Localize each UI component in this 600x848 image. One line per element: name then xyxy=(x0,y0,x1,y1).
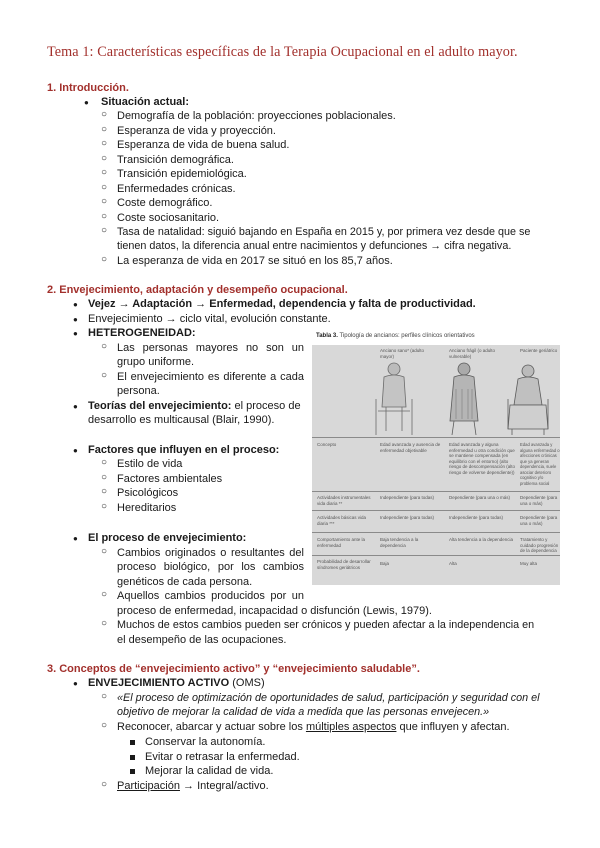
row-label: Actividades básicas vida diaria *** xyxy=(317,515,367,526)
table-cell: Independiente (para todas) xyxy=(449,515,504,520)
bullet-circle-icon: ○ xyxy=(101,182,108,193)
table-cell: Dependiente (para una o más) xyxy=(449,495,511,500)
proceso-3b: el desempeño de las ocupaciones. xyxy=(117,634,287,646)
figure-caption-label: Tabla 3. xyxy=(316,333,338,339)
hetero-2b: persona. xyxy=(117,385,160,397)
list-item: Esperanza de vida de buena salud. xyxy=(117,139,290,151)
table-cell: Tratamiento y cuidado progresión de la dependencia xyxy=(520,537,559,553)
table-cell: Alta tendencia a la dependencia xyxy=(449,537,514,542)
proceso-label: El proceso de envejecimiento: xyxy=(88,532,247,544)
heterogeneidad-label: HETEROGENEIDAD: xyxy=(88,327,196,339)
row-label: Comportamiento ante la enfermedad xyxy=(317,537,366,548)
geriatric-patient-figure xyxy=(508,365,548,435)
esperanza-2017: La esperanza de vida en 2017 se situó en los 85,7 años. xyxy=(117,255,393,267)
table-cell: Dependiente (para una o más) xyxy=(520,515,558,526)
table-divider xyxy=(312,491,560,492)
frail-elder-figure xyxy=(450,363,478,435)
list-item: Enfermedades crónicas. xyxy=(117,183,236,195)
participacion-label: Participación xyxy=(117,780,180,792)
proceso-2a: Aquellos cambios producidos por un xyxy=(117,590,304,602)
bullet-dot-icon: ● xyxy=(73,315,78,324)
multiples-aspectos: múltiples aspectos xyxy=(305,721,397,733)
reconocer-text-1: Reconocer, abarcar y actuar sobre los xyxy=(117,721,306,733)
bullet-circle-icon: ○ xyxy=(101,196,108,207)
list-item: Coste demográfico. xyxy=(117,197,213,209)
section-1-heading: 1. Introducción. xyxy=(47,82,129,94)
list-item: Factores ambientales xyxy=(117,473,223,485)
proceso-2b: proceso de enfermedad, incapacidad o disfunción (Lewis, 1979). xyxy=(117,605,432,617)
row-label: Actividades instrumentales vida diaria ** xyxy=(317,495,371,506)
list-item: Esperanza de vida y proyección. xyxy=(117,125,276,137)
table-cell: Baja xyxy=(380,561,390,566)
figure-caption-text: Tipología de ancianos: perfiles clínicos orientativos xyxy=(339,333,475,339)
bullet-circle-icon: ○ xyxy=(101,720,108,731)
col-header: Anciano frágil (o adulto vulnerable) xyxy=(449,348,496,359)
hetero-2a: El envejecimiento es diferente a cada xyxy=(117,371,304,383)
bullet-circle-icon: ○ xyxy=(101,486,108,497)
bullet-circle-icon: ○ xyxy=(101,457,108,468)
bullet-dot-icon: ● xyxy=(84,98,89,107)
list-item: Hereditarios xyxy=(117,502,177,514)
bullet-square-icon xyxy=(130,740,135,745)
bullet-dot-icon: ● xyxy=(73,446,78,455)
table-cell: Edad avanzada y alguna enfermedad u otra condición que se mantiene compensada (en equilibrio con el entorno) (alto riesgo de descompensación (alto riesgo de volverse dependiente)) xyxy=(449,442,516,475)
bullet-circle-icon: ○ xyxy=(101,254,108,265)
list-item: Conservar la autonomía. xyxy=(145,736,266,748)
quote-line-2: objetivo de mejorar la calidad de vida a medida que las personas envejecen.» xyxy=(117,706,490,718)
list-item: Transición epidemiológica. xyxy=(117,168,247,180)
list-item: Evitar o retrasar la enfermedad. xyxy=(145,751,300,763)
healthy-elder-figure xyxy=(376,363,412,435)
proceso-1a: Cambios originados o resultantes del xyxy=(117,547,304,559)
figure-caption xyxy=(316,333,475,339)
bullet-square-icon xyxy=(130,769,135,774)
bullet-dot-icon: ● xyxy=(73,679,78,688)
list-item: Transición demográfica. xyxy=(117,154,234,166)
bullet-circle-icon: ○ xyxy=(101,691,108,702)
list-item: Demografía de la población: proyecciones poblacionales. xyxy=(117,110,396,122)
hetero-1b: grupo uniforme. xyxy=(117,356,195,368)
reconocer-line xyxy=(117,720,510,735)
teorias-rest: el proceso de xyxy=(231,400,301,412)
elderly-figures-illustration xyxy=(372,359,558,437)
bullet-circle-icon: ○ xyxy=(101,779,108,790)
table-cell: Alta xyxy=(449,561,457,566)
col-header: Paciente geriátrico xyxy=(520,348,558,353)
bullet-circle-icon: ○ xyxy=(101,618,108,629)
table-cell: Edad avanzada y alguna enfermedad o afecciones crónicas que ya generan dependencia, suele asociar deterioro cognitivo y/o problema social xyxy=(520,442,560,486)
reconocer-text-2: que influyen y afectan. xyxy=(396,721,510,733)
table-cell: Edad avanzada y ausencia de enfermedad objetivable xyxy=(380,442,441,453)
natalidad-line-2: tienen datos, la diferencia anual entre nacimientos y defunciones → cifra negativa. xyxy=(117,240,512,252)
section-3-heading: 3. Conceptos de “envejecimiento activo” y “envejecimiento saludable”. xyxy=(47,663,420,675)
bullet-dot-icon: ● xyxy=(73,329,78,338)
bullet-circle-icon: ○ xyxy=(101,589,108,600)
teorias-line-2: desarrollo es multicausal (Blair, 1990). xyxy=(88,414,275,426)
list-item: Psicológicos xyxy=(117,487,179,499)
table-cell: Baja tendencia a la dependencia xyxy=(380,537,419,548)
envejecimiento-line: Envejecimiento → ciclo vital, evolución constante. xyxy=(88,313,331,325)
list-item: Mejorar la calidad de vida. xyxy=(145,765,274,777)
section-2-heading: 2. Envejecimiento, adaptación y desempeño ocupacional. xyxy=(47,284,348,296)
oms-label: (OMS) xyxy=(229,677,265,689)
hetero-1a: Las personas mayores no son un xyxy=(117,342,304,354)
table-divider xyxy=(312,555,560,556)
list-item: Coste sociosanitario. xyxy=(117,212,220,224)
participacion-rest: → Integral/activo. xyxy=(179,780,269,792)
table-divider xyxy=(312,437,560,438)
bullet-circle-icon: ○ xyxy=(101,167,108,178)
bullet-circle-icon: ○ xyxy=(101,472,108,483)
envejecimiento-activo-label: ENVEJECIMIENTO ACTIVO xyxy=(88,677,230,689)
teorias-line-1 xyxy=(88,399,301,414)
bullet-circle-icon: ○ xyxy=(101,138,108,149)
proceso-1c: genéticos de cada persona. xyxy=(117,576,253,588)
bullet-circle-icon: ○ xyxy=(101,153,108,164)
bullet-dot-icon: ● xyxy=(73,402,78,411)
bullet-circle-icon: ○ xyxy=(101,546,108,557)
participacion-line xyxy=(117,779,269,794)
envejecimiento-activo-line xyxy=(88,676,265,691)
proceso-1b: proceso biológico, por los cambios xyxy=(117,561,304,573)
table-cell: Muy alta xyxy=(520,561,538,566)
teorias-label: Teorías del envejecimiento: xyxy=(88,400,232,412)
bullet-circle-icon: ○ xyxy=(101,370,108,381)
table-divider xyxy=(312,532,560,533)
figure-body xyxy=(312,345,560,585)
list-item: Estilo de vida xyxy=(117,458,183,470)
bullet-square-icon xyxy=(130,755,135,760)
row-label: Probabilidad de desarrollar síndromes geriátricos xyxy=(317,559,371,570)
bullet-circle-icon: ○ xyxy=(101,211,108,222)
bullet-dot-icon: ● xyxy=(73,300,78,309)
factores-label: Factores que influyen en el proceso: xyxy=(88,444,280,456)
situacion-actual-label: Situación actual: xyxy=(101,96,190,108)
col-header: Anciano sano* (adulto mayor) xyxy=(380,348,425,359)
tipologia-table-figure xyxy=(312,333,560,585)
document-title: Tema 1: Características específicas de la Terapia Ocupacional en el adulto mayor. xyxy=(47,44,518,60)
bullet-circle-icon: ○ xyxy=(101,124,108,135)
bullet-circle-icon: ○ xyxy=(101,225,108,236)
bullet-dot-icon: ● xyxy=(73,534,78,543)
bullet-circle-icon: ○ xyxy=(101,109,108,120)
quote-line-1: «El proceso de optimización de oportunidades de salud, participación y seguridad con el xyxy=(117,692,540,704)
table-cell: Independiente (para todas) xyxy=(380,515,435,520)
vejez-line: Vejez → Adaptación → Enfermedad, dependencia y falta de productividad. xyxy=(88,298,476,310)
table-cell: Independiente (para todas) xyxy=(380,495,435,500)
bullet-circle-icon: ○ xyxy=(101,341,108,352)
natalidad-line-1: Tasa de natalidad: siguió bajando en España en 2015 y, por primera vez desde que se xyxy=(117,226,531,238)
table-cell: Dependiente (para una o más) xyxy=(520,495,558,506)
table-divider xyxy=(312,510,560,511)
proceso-3a: Muchos de estos cambios pueden ser crónicos y pueden afectar a la independencia en xyxy=(117,619,535,631)
row-label: Concepto xyxy=(317,442,337,447)
bullet-circle-icon: ○ xyxy=(101,501,108,512)
